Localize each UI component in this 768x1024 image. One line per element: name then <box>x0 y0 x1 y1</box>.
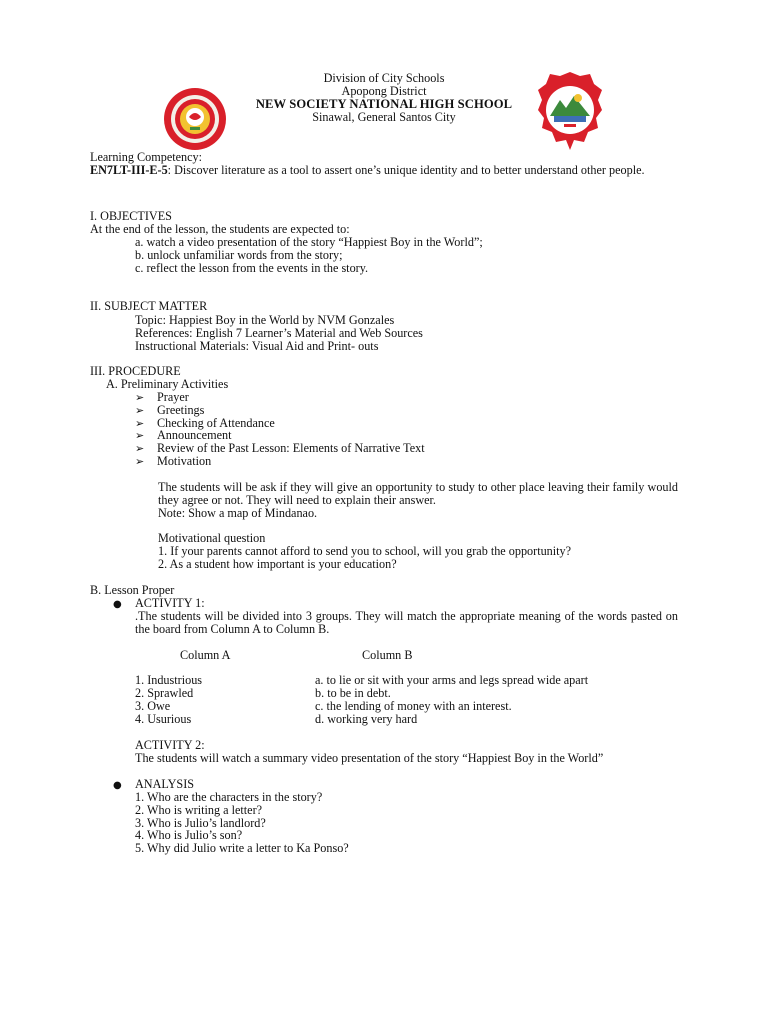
column-b-item: b. to be in debt. <box>315 686 391 700</box>
header-address: Sinawal, General Santos City <box>312 110 456 124</box>
competency-label: Learning Competency: <box>90 150 203 164</box>
column-b-item: a. to lie or sit with your arms and legs spread wide apart <box>315 673 589 687</box>
activity2-label: ACTIVITY 2: <box>135 738 205 752</box>
arrow-bullet-icon: ➢ <box>135 404 145 417</box>
subject-references: References: English 7 Learner’s Material and Web Sources <box>135 326 423 340</box>
motivation-note: Note: Show a map of Mindanao. <box>158 506 318 520</box>
analysis-question: 4. Who is Julio’s son? <box>135 828 243 842</box>
competency-code: EN7LT-III-E-5 <box>90 163 168 177</box>
arrow-bullet-icon: ➢ <box>135 391 145 404</box>
analysis-label: ● ANALYSIS <box>113 777 195 791</box>
school-seal-left-logo <box>163 87 227 151</box>
objectives-intro: At the end of the lesson, the students are expected to: <box>90 222 350 236</box>
column-b-item: c. the lending of money with an interest. <box>315 699 512 713</box>
column-b-item: d. working very hard <box>315 712 418 726</box>
preliminary-item: ➢ Review of the Past Lesson: Elements of Narrative Text <box>135 441 425 455</box>
procedure-heading: III. PROCEDURE <box>90 364 181 378</box>
analysis-question: 3. Who is Julio’s landlord? <box>135 816 266 830</box>
motivational-question: 2. As a student how important is your education? <box>158 557 397 571</box>
arrow-bullet-icon: ➢ <box>135 417 145 430</box>
objective-item: a. watch a video presentation of the story “Happiest Boy in the World”; <box>135 235 483 249</box>
preliminary-item: ➢ Checking of Attendance <box>135 416 275 430</box>
motivational-question: 1. If your parents cannot afford to send you to school, will you grab the opportunity? <box>158 544 572 558</box>
arrow-bullet-icon: ➢ <box>135 455 145 468</box>
analysis-question: 1. Who are the characters in the story? <box>135 790 323 804</box>
column-a-item: 4. Usurious <box>135 712 192 726</box>
activity1-text: .The students will be divided into 3 groups. They will match the appropriate meaning of the words pasted on the board from Column A to Column B. <box>135 609 678 636</box>
column-a-item: 3. Owe <box>135 699 171 713</box>
competency-paragraph <box>90 164 678 177</box>
header-district: Apopong District <box>341 84 427 98</box>
bullet-icon: ● <box>113 780 122 791</box>
competency-text: : Discover literature as a tool to assert one’s unique identity and to better understand other people. <box>167 163 645 177</box>
arrow-bullet-icon: ➢ <box>135 442 145 455</box>
header-division: Division of City Schools <box>323 71 445 85</box>
column-a-header: Column A <box>180 648 231 662</box>
school-seal-right-logo <box>536 70 604 152</box>
analysis-question: 5. Why did Julio write a letter to Ka Ponso? <box>135 841 349 855</box>
objectives-heading: I. OBJECTIVES <box>90 209 172 223</box>
column-a-item: 2. Sprawled <box>135 686 194 700</box>
motivational-question-heading: Motivational question <box>158 531 266 545</box>
activity1-label: ● ACTIVITY 1: <box>113 596 205 610</box>
motivation-text: The students will be ask if they will give an opportunity to study to other place leaving their family would they agree or not. They will need to explain their answer. <box>158 480 678 507</box>
bullet-icon: ● <box>113 599 122 610</box>
header-school-name: NEW SOCIETY NATIONAL HIGH SCHOOL <box>255 97 513 111</box>
preliminary-item: ➢ Announcement <box>135 428 232 442</box>
subject-topic: Topic: Happiest Boy in the World by NVM Gonzales <box>135 313 395 327</box>
column-b-header: Column B <box>362 648 413 662</box>
preliminary-heading: A. Preliminary Activities <box>106 377 229 391</box>
subject-materials: Instructional Materials: Visual Aid and Print- outs <box>135 339 379 353</box>
preliminary-item: ➢ Motivation <box>135 454 212 468</box>
subject-heading: II. SUBJECT MATTER <box>90 299 208 313</box>
objective-item: b. unlock unfamiliar words from the story; <box>135 248 343 262</box>
arrow-bullet-icon: ➢ <box>135 429 145 442</box>
preliminary-item: ➢ Greetings <box>135 403 205 417</box>
activity2-text: The students will watch a summary video presentation of the story “Happiest Boy in the World” <box>135 751 604 765</box>
column-a-item: 1. Industrious <box>135 673 203 687</box>
objective-item: c. reflect the lesson from the events in the story. <box>135 261 369 275</box>
analysis-question: 2. Who is writing a letter? <box>135 803 263 817</box>
preliminary-item: ➢ Prayer <box>135 390 189 404</box>
lesson-proper-heading: B. Lesson Proper <box>90 583 175 597</box>
